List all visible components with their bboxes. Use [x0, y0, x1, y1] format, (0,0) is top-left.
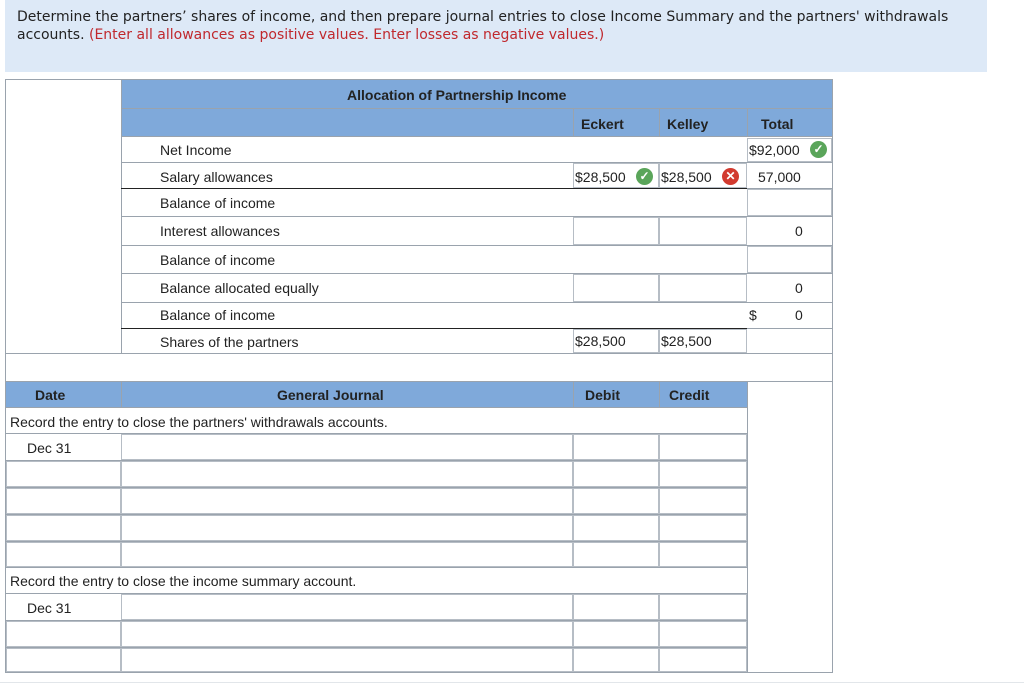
- entry1-row3-date[interactable]: [6, 488, 121, 514]
- entry1-row1-account[interactable]: [121, 434, 573, 460]
- entry2-row3-date[interactable]: [6, 648, 121, 672]
- entry1-row4-credit[interactable]: [659, 515, 747, 541]
- entry2-row2-debit[interactable]: [573, 621, 659, 647]
- balance3-total-value: 0: [795, 307, 803, 323]
- entry1-date: Dec 31: [27, 440, 72, 456]
- col-eckert: Eckert: [581, 116, 624, 132]
- entry1-row5-account[interactable]: [121, 542, 573, 567]
- entry2-row1-account[interactable]: [121, 594, 573, 620]
- entry1-row2-credit[interactable]: [659, 461, 747, 487]
- interest-total-value: 0: [795, 223, 803, 239]
- check-icon: ✓: [810, 141, 827, 158]
- shares-eckert-value: $28,500: [575, 333, 626, 349]
- entry2-row2-date[interactable]: [6, 621, 121, 647]
- x-icon: ✕: [722, 168, 739, 185]
- salary-kelley-value: $28,500: [661, 169, 712, 185]
- allocation-title: Allocation of Partnership Income: [347, 87, 567, 103]
- entry1-row2-debit[interactable]: [573, 461, 659, 487]
- entry2-row2-credit[interactable]: [659, 621, 747, 647]
- row-label-balance-3: Balance of income: [160, 307, 276, 323]
- col-general-journal: General Journal: [277, 387, 384, 403]
- row-label-salary-allowances: Salary allowances: [160, 169, 273, 185]
- entry1-row2-date[interactable]: [6, 461, 121, 487]
- instructions-panel: [5, 0, 987, 72]
- entry1-row1-debit[interactable]: [573, 434, 659, 460]
- col-date: Date: [35, 387, 66, 403]
- row-label-shares: Shares of the partners: [160, 334, 299, 350]
- allocated-total-value: 0: [795, 280, 803, 296]
- entry2-row3-debit[interactable]: [573, 648, 659, 672]
- net-income-total-value: $92,000: [749, 142, 800, 158]
- entry2-row1-debit[interactable]: [573, 594, 659, 620]
- check-icon: ✓: [636, 168, 653, 185]
- col-debit: Debit: [585, 387, 620, 403]
- entry2-row2-account[interactable]: [121, 621, 573, 647]
- entry2-row1-credit[interactable]: [659, 594, 747, 620]
- instructions-text: Determine the partners’ shares of income, and then prepare journal entries to close Income Summary and the partners' withdrawals accounts.: [17, 9, 949, 43]
- entry2-date: Dec 31: [27, 600, 72, 616]
- entry2-row3-account[interactable]: [121, 648, 573, 672]
- allocated-kelley-input[interactable]: [659, 274, 747, 302]
- entry1-row2-account[interactable]: [121, 461, 573, 487]
- interest-eckert-input[interactable]: [573, 217, 659, 245]
- footer-divider: [0, 682, 1024, 683]
- entry1-row3-credit[interactable]: [659, 488, 747, 514]
- entry1-row4-date[interactable]: [6, 515, 121, 541]
- balance2-total-input[interactable]: [747, 246, 832, 273]
- entry1-row1-credit[interactable]: [659, 434, 747, 460]
- shares-kelley-value: $28,500: [661, 333, 712, 349]
- salary-eckert-value: $28,500: [575, 169, 626, 185]
- row-label-interest-allowances: Interest allowances: [160, 223, 280, 239]
- instructions-note: (Enter all allowances as positive values. Enter losses as negative values.): [88, 27, 605, 43]
- salary-total-value: 57,000: [758, 169, 801, 185]
- entry2-row3-credit[interactable]: [659, 648, 747, 672]
- entry1-row4-debit[interactable]: [573, 515, 659, 541]
- entry1-row5-debit[interactable]: [573, 542, 659, 567]
- entry1-prompt: Record the entry to close the partners' withdrawals accounts.: [10, 414, 388, 430]
- interest-kelley-input[interactable]: [659, 217, 747, 245]
- balance1-total-input[interactable]: [747, 189, 832, 216]
- entry1-row4-account[interactable]: [121, 515, 573, 541]
- row-label-balance-1: Balance of income: [160, 195, 276, 211]
- entry1-row5-credit[interactable]: [659, 542, 747, 567]
- entry1-row3-account[interactable]: [121, 488, 573, 514]
- row-label-net-income: Net Income: [160, 142, 232, 158]
- entry1-row5-date[interactable]: [6, 542, 121, 567]
- row-label-balance-allocated: Balance allocated equally: [160, 280, 319, 296]
- worksheet: [5, 79, 833, 673]
- balance3-total-dollar: $: [749, 307, 757, 323]
- col-total: Total: [761, 116, 794, 132]
- row-label-balance-2: Balance of income: [160, 252, 276, 268]
- col-kelley: Kelley: [667, 116, 709, 132]
- entry2-prompt: Record the entry to close the income summary account.: [10, 573, 357, 589]
- col-credit: Credit: [669, 387, 710, 403]
- allocated-eckert-input[interactable]: [573, 274, 659, 302]
- entry1-row3-debit[interactable]: [573, 488, 659, 514]
